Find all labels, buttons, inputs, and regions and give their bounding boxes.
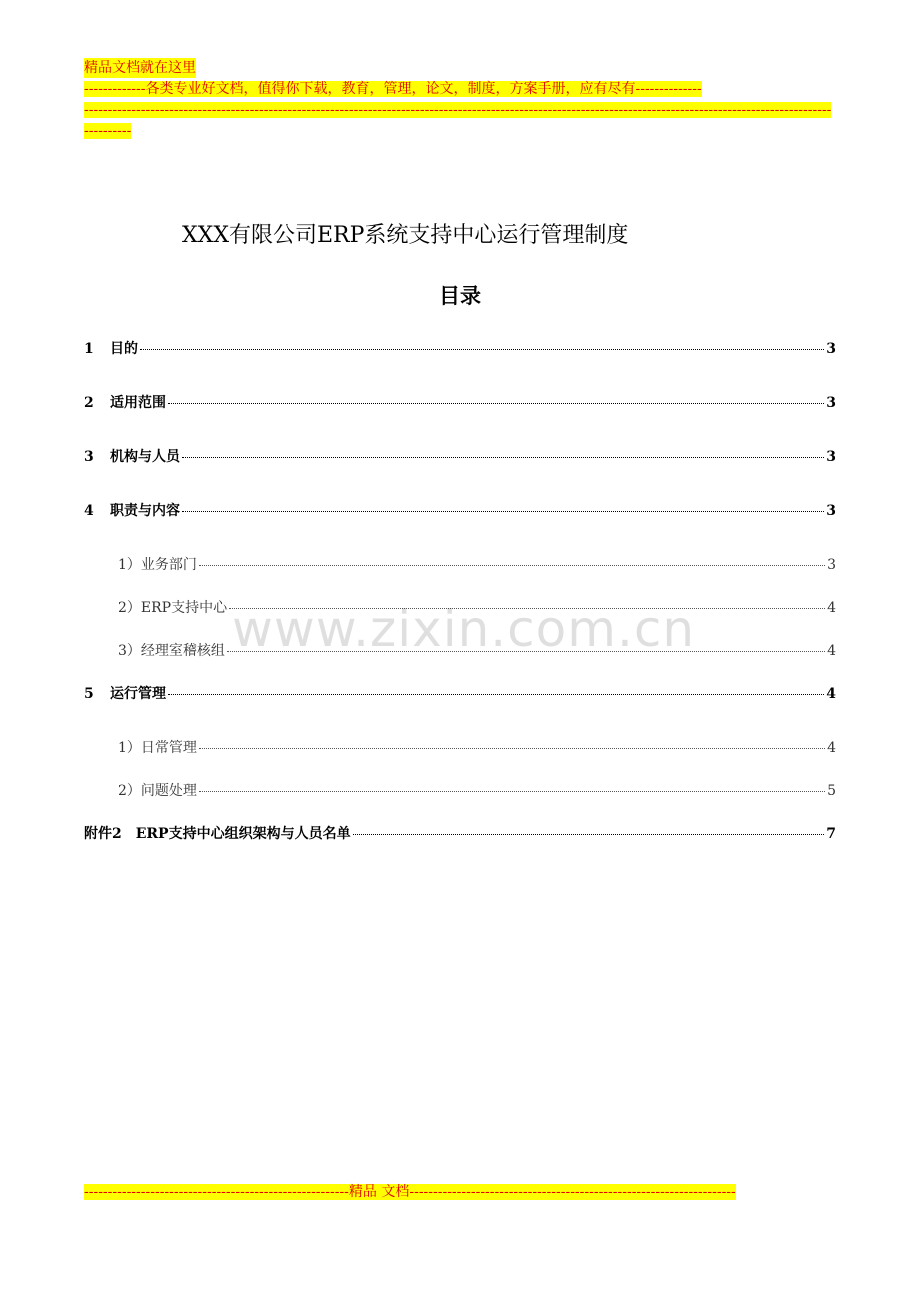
- toc-leader-dots: [182, 457, 824, 458]
- toc-leader-dots: [199, 565, 825, 566]
- toc-entry-label: 目的: [110, 341, 138, 357]
- document-footer-banner: [84, 1182, 836, 1202]
- toc-subentry[interactable]: [118, 737, 836, 757]
- toc-subentry[interactable]: [118, 554, 836, 574]
- toc-entry-page: 7: [826, 826, 836, 842]
- toc-entry-label: 2）ERP支持中心: [118, 600, 228, 616]
- toc-entry-page: 3: [826, 503, 836, 519]
- toc-entry-label: 职责与内容: [110, 503, 180, 519]
- toc-entry-page: 4: [826, 686, 836, 702]
- footer-text: --------------------------------------------------------精品 文档---------------------------------------------------------------------: [84, 1184, 736, 1200]
- toc-entry-page: 3: [827, 557, 836, 573]
- header-tagline: -------------各类专业好文档，值得你下载，教育，管理，论文，制度，方案手册，应有尽有--------------: [84, 81, 702, 97]
- toc-entry-label: 2）问题处理: [118, 783, 197, 799]
- header-slogan: 精品文档就在这里: [84, 60, 196, 76]
- toc-entry[interactable]: [84, 338, 836, 358]
- toc-entry-label: 3）经理室稽核组: [118, 643, 225, 659]
- toc-entry-page: 3: [826, 449, 836, 465]
- toc-entry-page: 3: [826, 395, 836, 411]
- toc-leader-dots: [182, 511, 824, 512]
- toc-entry-number: 3: [84, 449, 94, 465]
- toc-leader-dots: [168, 403, 824, 404]
- toc-entry-page: 5: [827, 783, 836, 799]
- watermark: www.zixin.com.cn: [232, 600, 696, 658]
- toc-leader-dots: [199, 791, 825, 792]
- toc-entry[interactable]: [84, 446, 836, 466]
- toc-leader-dots: [140, 349, 824, 350]
- toc-entry[interactable]: [84, 500, 836, 520]
- toc-entry-page: 3: [826, 341, 836, 357]
- toc-leader-dots: [199, 748, 825, 749]
- toc-entry-page: 4: [827, 740, 836, 756]
- toc-entry-label: 1）业务部门: [118, 557, 197, 573]
- toc-entry-number: 4: [84, 503, 94, 519]
- toc-entry-label: 适用范围: [110, 395, 166, 411]
- toc-leader-dots: [168, 694, 824, 695]
- toc-entry-label: 1）日常管理: [118, 740, 197, 756]
- toc-heading: 目录: [439, 283, 481, 308]
- document-header-banner: [84, 57, 836, 141]
- header-dashes: ------------------------------------------------------------------------------------------------------------------------------------------------------------------------: [84, 102, 832, 139]
- toc-subentry[interactable]: [118, 780, 836, 800]
- toc-entry-label: 运行管理: [110, 686, 166, 702]
- toc-entry-label: 机构与人员: [110, 449, 180, 465]
- toc-entry[interactable]: [84, 392, 836, 412]
- toc-leader-dots: [353, 834, 825, 835]
- toc-entry-appendix[interactable]: [84, 823, 836, 843]
- toc-entry-label: 附件2 ERP支持中心组织架构与人员名单: [84, 826, 351, 842]
- toc-entry-page: 4: [827, 600, 836, 616]
- toc-entry-number: 5: [84, 686, 94, 702]
- toc-entry-number: 2: [84, 395, 94, 411]
- toc-entry-page: 4: [827, 643, 836, 659]
- toc-entry-number: 1: [84, 341, 94, 357]
- toc-entry[interactable]: [84, 683, 836, 703]
- document-title: XXX有限公司ERP系统支持中心运行管理制度: [182, 223, 629, 248]
